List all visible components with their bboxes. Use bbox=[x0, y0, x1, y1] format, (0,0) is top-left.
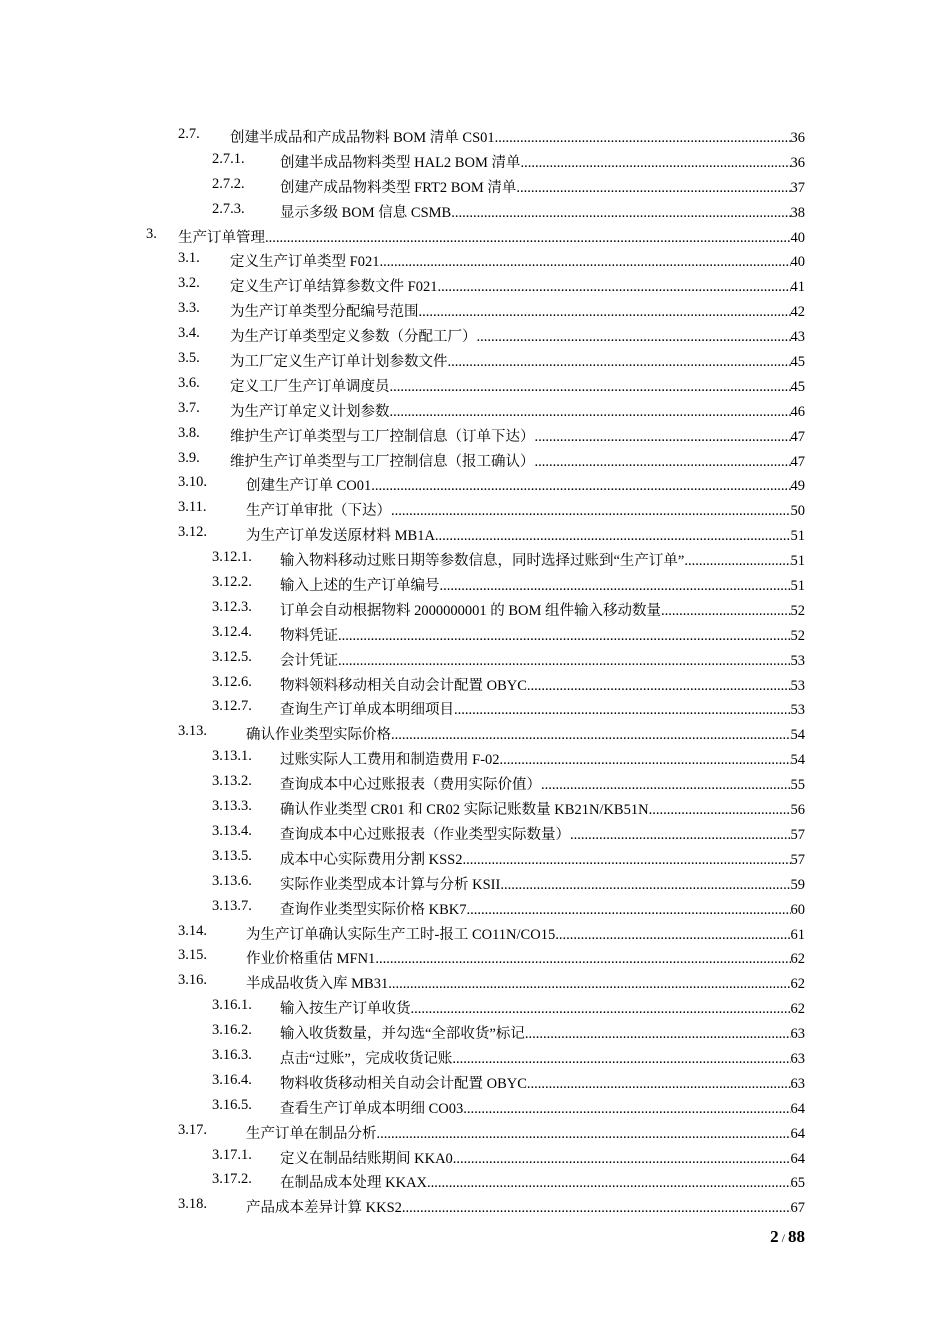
toc-entry[interactable] bbox=[0, 248, 950, 273]
toc-entry-number: 3.13.1. bbox=[212, 748, 252, 765]
toc-dot-leader bbox=[377, 1126, 791, 1143]
toc-dot-leader bbox=[477, 329, 791, 346]
toc-entry[interactable] bbox=[0, 597, 950, 622]
toc-entry[interactable] bbox=[0, 995, 950, 1020]
toc-entry[interactable] bbox=[0, 746, 950, 771]
toc-dot-leader bbox=[390, 379, 791, 396]
toc-dot-leader bbox=[391, 503, 791, 520]
toc-dot-leader bbox=[463, 1101, 790, 1118]
toc-entry-number: 3.7. bbox=[178, 399, 200, 416]
toc-entry-body bbox=[230, 275, 805, 296]
toc-entry-title: 会计凭证 bbox=[280, 652, 338, 669]
toc-entry-page: 38 bbox=[790, 204, 805, 221]
toc-entry[interactable] bbox=[0, 672, 950, 697]
toc-entry[interactable] bbox=[0, 348, 950, 373]
toc-entry-body bbox=[246, 947, 805, 968]
toc-entry-page: 47 bbox=[790, 453, 805, 470]
toc-entry-page: 52 bbox=[790, 602, 805, 619]
toc-entry-number: 3.16.5. bbox=[212, 1096, 252, 1113]
toc-dot-leader bbox=[467, 902, 791, 919]
toc-dot-leader bbox=[452, 1051, 790, 1068]
toc-entry-number: 3.2. bbox=[178, 275, 200, 292]
toc-entry[interactable] bbox=[0, 224, 950, 249]
toc-entry[interactable] bbox=[0, 124, 950, 149]
toc-entry-body bbox=[230, 375, 805, 396]
toc-dot-leader bbox=[555, 927, 790, 944]
toc-entry-page: 62 bbox=[790, 1001, 805, 1018]
toc-entry-body bbox=[230, 300, 805, 321]
toc-entry-body bbox=[280, 1097, 805, 1118]
toc-entry-number: 3.12.5. bbox=[212, 648, 252, 665]
toc-dot-leader bbox=[338, 653, 791, 670]
toc-entry-page: 53 bbox=[790, 677, 805, 694]
toc-entry-number: 3.9. bbox=[178, 449, 200, 466]
toc-dot-leader bbox=[419, 304, 791, 321]
toc-entry-title: 过账实际人工费用和制造费用 F-02 bbox=[280, 752, 500, 769]
toc-entry-title: 生产订单审批（下达） bbox=[246, 503, 391, 520]
toc-entry-page: 67 bbox=[790, 1200, 805, 1217]
toc-entry-title: 在制品成本处理 KKAX bbox=[280, 1175, 428, 1192]
toc-dot-leader bbox=[379, 254, 790, 271]
toc-entry[interactable] bbox=[0, 871, 950, 896]
toc-entry-page: 62 bbox=[790, 951, 805, 968]
toc-entry-page: 41 bbox=[790, 279, 805, 296]
toc-dot-leader bbox=[451, 205, 790, 222]
toc-entry-body bbox=[280, 1072, 805, 1093]
toc-entry-page: 54 bbox=[790, 727, 805, 744]
toc-entry-title: 输入按生产订单收货 bbox=[280, 1001, 411, 1018]
toc-dot-leader bbox=[527, 678, 791, 695]
toc-dot-leader bbox=[541, 777, 791, 794]
toc-dot-leader bbox=[684, 553, 790, 570]
toc-entry-title: 定义生产订单结算参数文件 F021 bbox=[230, 279, 438, 296]
toc-entry[interactable] bbox=[0, 945, 950, 970]
toc-entry[interactable] bbox=[0, 1169, 950, 1194]
toc-entry-title: 输入物料移动过账日期等参数信息，同时选择过账到“生产订单” bbox=[280, 553, 685, 570]
toc-entry-number: 3.16.4. bbox=[212, 1071, 252, 1088]
toc-entry-page: 47 bbox=[790, 428, 805, 445]
toc-entry-page: 45 bbox=[790, 378, 805, 395]
toc-dot-leader bbox=[535, 429, 791, 446]
toc-entry-page: 46 bbox=[790, 403, 805, 420]
toc-entry[interactable] bbox=[0, 273, 950, 298]
toc-entry-body bbox=[280, 823, 805, 844]
toc-entry-body bbox=[230, 325, 805, 346]
toc-entry-page: 36 bbox=[790, 154, 805, 171]
toc-entry-number: 3.11. bbox=[178, 499, 207, 516]
toc-dot-leader bbox=[338, 628, 791, 645]
toc-entry-page: 51 bbox=[790, 553, 805, 570]
toc-entry-title: 产品成本差异计算 KKS2 bbox=[246, 1200, 402, 1217]
toc-entry-body bbox=[280, 549, 805, 570]
toc-entry-page: 64 bbox=[790, 1100, 805, 1117]
toc-entry-title: 物料领料移动相关自动会计配置 OBYC bbox=[280, 677, 527, 694]
current-page-number: 2 bbox=[770, 1227, 779, 1246]
toc-dot-leader bbox=[649, 802, 791, 819]
toc-entry-number: 3.16.2. bbox=[212, 1022, 252, 1039]
toc-entry-title: 生产订单在制品分析 bbox=[246, 1125, 377, 1142]
toc-entry-number: 3.12.7. bbox=[212, 698, 252, 715]
toc-entry-title: 作业价格重估 MFN1 bbox=[246, 951, 376, 968]
toc-entry-page: 55 bbox=[790, 777, 805, 794]
toc-entry-number: 3.12.1. bbox=[212, 549, 252, 566]
toc-dot-leader bbox=[265, 230, 791, 247]
toc-entry-title: 查询生产订单成本明细项目 bbox=[280, 702, 454, 719]
toc-entry-page: 64 bbox=[790, 1150, 805, 1167]
toc-dot-leader bbox=[390, 404, 791, 421]
toc-entry-body bbox=[246, 923, 805, 944]
toc-entry-body bbox=[280, 698, 805, 719]
toc-entry[interactable] bbox=[0, 771, 950, 796]
toc-entry-title: 创建半成品物料类型 HAL2 BOM 清单 bbox=[280, 154, 521, 171]
toc-entry-title: 实际作业类型成本计算与分析 KSII bbox=[280, 876, 501, 893]
toc-entry[interactable] bbox=[0, 373, 950, 398]
toc-dot-leader bbox=[437, 279, 790, 296]
toc-entry-page: 64 bbox=[790, 1125, 805, 1142]
toc-entry-number: 3.17.1. bbox=[212, 1146, 252, 1163]
toc-entry[interactable] bbox=[0, 896, 950, 921]
toc-entry[interactable] bbox=[0, 1045, 950, 1070]
toc-entry-title: 为生产订单确认实际生产工时-报工 CO11N/CO15 bbox=[246, 926, 556, 943]
toc-entry-body bbox=[280, 873, 805, 894]
toc-dot-leader bbox=[495, 130, 791, 147]
toc-entry-number: 3.1. bbox=[178, 250, 200, 267]
toc-entry[interactable] bbox=[0, 696, 950, 721]
toc-dot-leader bbox=[661, 603, 790, 620]
toc-entry-title: 半成品收货入库 MB31 bbox=[246, 976, 389, 993]
toc-entry-title: 定义生产订单类型 F021 bbox=[230, 254, 380, 271]
toc-entry-body bbox=[280, 599, 805, 620]
toc-entry[interactable] bbox=[0, 298, 950, 323]
toc-entry-page: 63 bbox=[790, 1050, 805, 1067]
toc-entry-title: 为生产订单类型定义参数（分配工厂） bbox=[230, 329, 477, 346]
toc-entry-body bbox=[280, 898, 805, 919]
toc-entry[interactable] bbox=[0, 846, 950, 871]
toc-dot-leader bbox=[462, 852, 790, 869]
toc-entry-number: 3.5. bbox=[178, 350, 200, 367]
toc-entry-title: 维护生产订单类型与工厂控制信息（报工确认） bbox=[230, 453, 535, 470]
toc-entry[interactable] bbox=[0, 1145, 950, 1170]
toc-entry-number: 3. bbox=[146, 225, 157, 242]
toc-entry-body bbox=[230, 400, 805, 421]
toc-entry-page: 36 bbox=[790, 130, 805, 146]
toc-entry-body bbox=[246, 474, 805, 495]
toc-entry-title: 输入收货数量，并勾选“全部收货”标记 bbox=[280, 1026, 525, 1043]
toc-entry-title: 查询作业类型实际价格 KBK7 bbox=[280, 901, 467, 918]
toc-entry-number: 3.16.3. bbox=[212, 1046, 252, 1063]
toc-entry[interactable] bbox=[0, 796, 950, 821]
toc-entry[interactable] bbox=[0, 323, 950, 348]
toc-dot-leader bbox=[500, 752, 791, 769]
toc-entry-title: 维护生产订单类型与工厂控制信息（订单下达） bbox=[230, 428, 535, 445]
toc-entry-page: 62 bbox=[790, 976, 805, 993]
toc-entry[interactable] bbox=[0, 448, 950, 473]
toc-entry-title: 为生产订单类型分配编号范围 bbox=[230, 304, 419, 321]
toc-entry-body bbox=[280, 151, 805, 172]
toc-entry-page: 40 bbox=[790, 254, 805, 271]
toc-entry-title: 确认作业类型 CR01 和 CR02 实际记账数量 KB21N/KB51N bbox=[280, 802, 649, 819]
toc-entry-number: 3.16. bbox=[178, 972, 207, 989]
toc-entry-body bbox=[280, 848, 805, 869]
toc-entry-page: 51 bbox=[790, 578, 805, 595]
toc-entry[interactable] bbox=[0, 547, 950, 572]
toc-entry-body bbox=[246, 524, 805, 545]
toc-entry-number: 3.13.6. bbox=[212, 872, 252, 889]
toc-entry-number: 3.13.5. bbox=[212, 847, 252, 864]
toc-entry-body bbox=[280, 201, 805, 222]
toc-entry-body bbox=[280, 1047, 805, 1068]
toc-entry-title: 创建半成品和产成品物料 BOM 清单 CS01 bbox=[230, 130, 495, 146]
toc-entry-title: 为工厂定义生产订单计划参数文件 bbox=[230, 354, 448, 371]
toc-entry-title: 生产订单管理 bbox=[178, 229, 265, 246]
toc-entry[interactable] bbox=[0, 647, 950, 672]
toc-entry[interactable] bbox=[0, 174, 950, 199]
toc-entry-page: 61 bbox=[790, 926, 805, 943]
toc-entry-page: 49 bbox=[790, 478, 805, 495]
toc-entry-page: 51 bbox=[790, 528, 805, 545]
toc-entry-number: 3.13.2. bbox=[212, 773, 252, 790]
toc-entry-number: 3.10. bbox=[178, 474, 207, 491]
toc-entry-number: 2.7.2. bbox=[212, 175, 245, 192]
toc-entry-number: 3.12. bbox=[178, 524, 207, 541]
toc-entry-title: 为生产订单发送原材料 MB1A bbox=[246, 528, 435, 545]
toc-entry-number: 3.14. bbox=[178, 922, 207, 939]
toc-entry-title: 为生产订单定义计划参数 bbox=[230, 403, 390, 420]
toc-entry[interactable] bbox=[0, 1194, 950, 1219]
toc-dot-leader bbox=[375, 951, 790, 968]
table-of-contents bbox=[0, 124, 950, 1219]
toc-entry-title: 创建生产订单 CO01 bbox=[246, 478, 372, 495]
toc-dot-leader bbox=[516, 180, 790, 197]
toc-entry-number: 3.6. bbox=[178, 374, 200, 391]
toc-entry-page: 42 bbox=[790, 304, 805, 321]
toc-dot-leader bbox=[427, 1175, 790, 1192]
toc-entry-page: 50 bbox=[790, 503, 805, 520]
toc-entry-body bbox=[280, 1171, 805, 1192]
toc-entry-number: 3.4. bbox=[178, 325, 200, 342]
toc-entry[interactable] bbox=[0, 398, 950, 423]
toc-entry-page: 53 bbox=[790, 702, 805, 719]
toc-entry-page: 37 bbox=[790, 179, 805, 196]
toc-entry-title: 显示多级 BOM 信息 CSMB bbox=[280, 204, 452, 221]
toc-entry-title: 点击“过账”，完成收货记账 bbox=[280, 1050, 453, 1067]
toc-entry-number: 3.15. bbox=[178, 947, 207, 964]
toc-dot-leader bbox=[454, 702, 791, 719]
toc-entry-title: 查看生产订单成本明细 CO03 bbox=[280, 1100, 464, 1117]
toc-entry-page: 56 bbox=[790, 802, 805, 819]
toc-entry[interactable] bbox=[0, 1120, 950, 1145]
toc-entry-title: 定义工厂生产订单调度员 bbox=[230, 378, 390, 395]
toc-entry-page: 43 bbox=[790, 329, 805, 346]
toc-entry-number: 3.13.4. bbox=[212, 822, 252, 839]
toc-dot-leader bbox=[453, 1151, 791, 1168]
toc-entry-page: 63 bbox=[790, 1075, 805, 1092]
total-pages: 88 bbox=[788, 1227, 805, 1246]
toc-entry-body bbox=[280, 624, 805, 645]
toc-entry-number: 2.7.1. bbox=[212, 150, 245, 167]
toc-entry-title: 定义在制品结账期间 KKA0 bbox=[280, 1150, 453, 1167]
toc-entry[interactable] bbox=[0, 1020, 950, 1045]
toc-entry-number: 3.16.1. bbox=[212, 997, 252, 1014]
toc-dot-leader bbox=[520, 155, 790, 172]
toc-dot-leader bbox=[527, 1076, 791, 1093]
toc-entry-body bbox=[178, 226, 805, 247]
toc-dot-leader bbox=[500, 877, 790, 894]
toc-dot-leader bbox=[570, 827, 791, 844]
toc-entry-page: 65 bbox=[790, 1175, 805, 1192]
toc-entry-body bbox=[230, 350, 805, 371]
toc-entry-title: 物料收货移动相关自动会计配置 OBYC bbox=[280, 1075, 527, 1092]
toc-entry-body bbox=[230, 126, 805, 147]
toc-entry-body bbox=[246, 972, 805, 993]
toc-entry-number: 3.13. bbox=[178, 723, 207, 740]
toc-entry-body bbox=[280, 176, 805, 197]
toc-entry-body bbox=[280, 1147, 805, 1168]
toc-entry-title: 物料凭证 bbox=[280, 627, 338, 644]
toc-entry-page: 63 bbox=[790, 1026, 805, 1043]
toc-entry-number: 3.12.6. bbox=[212, 673, 252, 690]
toc-entry[interactable] bbox=[0, 821, 950, 846]
toc-entry-title: 订单会自动根据物料 2000000001 的 BOM 组件输入移动数量 bbox=[280, 602, 662, 619]
toc-dot-leader bbox=[411, 1001, 791, 1018]
toc-entry-body bbox=[280, 674, 805, 695]
toc-dot-leader bbox=[440, 578, 791, 595]
toc-entry[interactable] bbox=[0, 572, 950, 597]
toc-entry-title: 确认作业类型实际价格 bbox=[246, 727, 391, 744]
toc-dot-leader bbox=[448, 354, 791, 371]
toc-entry-number: 2.7. bbox=[178, 126, 200, 142]
toc-entry-body bbox=[246, 1122, 805, 1143]
toc-dot-leader bbox=[371, 478, 790, 495]
toc-entry-number: 3.12.4. bbox=[212, 623, 252, 640]
toc-entry-number: 3.13.7. bbox=[212, 897, 252, 914]
toc-entry-number: 3.18. bbox=[178, 1196, 207, 1213]
toc-entry[interactable] bbox=[0, 921, 950, 946]
toc-entry-title: 输入上述的生产订单编号 bbox=[280, 578, 440, 595]
toc-entry-body bbox=[280, 574, 805, 595]
toc-entry[interactable] bbox=[0, 1070, 950, 1095]
toc-entry-number: 3.12.3. bbox=[212, 598, 252, 615]
page-number bbox=[770, 1227, 805, 1247]
toc-entry-body bbox=[280, 773, 805, 794]
toc-entry-number: 3.8. bbox=[178, 424, 200, 441]
toc-entry-number: 3.13.3. bbox=[212, 798, 252, 815]
toc-entry[interactable] bbox=[0, 199, 950, 224]
toc-entry-body bbox=[246, 723, 805, 744]
toc-entry-page: 40 bbox=[790, 229, 805, 246]
toc-dot-leader bbox=[402, 1200, 791, 1217]
toc-dot-leader bbox=[388, 976, 790, 993]
toc-entry-title: 查询成本中心过账报表（作业类型实际数量） bbox=[280, 826, 570, 843]
toc-entry[interactable] bbox=[0, 423, 950, 448]
toc-entry-body bbox=[230, 425, 805, 446]
toc-entry-body bbox=[230, 450, 805, 471]
toc-entry[interactable] bbox=[0, 1095, 950, 1120]
toc-dot-leader bbox=[435, 528, 791, 545]
toc-dot-leader bbox=[391, 727, 791, 744]
toc-entry-number: 3.3. bbox=[178, 300, 200, 317]
toc-entry-title: 创建产成品物料类型 FRT2 BOM 清单 bbox=[280, 179, 517, 196]
toc-entry-page: 54 bbox=[790, 752, 805, 769]
toc-dot-leader bbox=[525, 1026, 791, 1043]
page-separator: / bbox=[781, 1231, 785, 1245]
toc-entry-number: 2.7.3. bbox=[212, 200, 245, 217]
toc-entry[interactable] bbox=[0, 149, 950, 174]
toc-entry-page: 57 bbox=[790, 826, 805, 843]
toc-entry-title: 成本中心实际费用分割 KSS2 bbox=[280, 851, 463, 868]
toc-entry-page: 52 bbox=[790, 627, 805, 644]
toc-entry-page: 53 bbox=[790, 652, 805, 669]
toc-entry-body bbox=[280, 798, 805, 819]
toc-entry-page: 59 bbox=[790, 876, 805, 893]
toc-dot-leader bbox=[535, 454, 791, 471]
toc-entry-body bbox=[280, 1022, 805, 1043]
toc-entry[interactable] bbox=[0, 522, 950, 547]
toc-entry[interactable] bbox=[0, 721, 950, 746]
toc-entry[interactable] bbox=[0, 970, 950, 995]
toc-entry[interactable] bbox=[0, 497, 950, 522]
toc-entry-body bbox=[246, 1196, 805, 1217]
toc-entry-body bbox=[280, 748, 805, 769]
toc-entry-body bbox=[246, 499, 805, 520]
toc-entry-title: 查询成本中心过账报表（费用实际价值） bbox=[280, 777, 541, 794]
toc-entry-body bbox=[230, 250, 805, 271]
toc-entry-page: 57 bbox=[790, 851, 805, 868]
toc-entry-page: 60 bbox=[790, 901, 805, 918]
toc-entry-number: 3.17.2. bbox=[212, 1171, 252, 1188]
toc-entry[interactable] bbox=[0, 622, 950, 647]
toc-entry-number: 3.12.2. bbox=[212, 574, 252, 591]
toc-entry-page: 45 bbox=[790, 354, 805, 371]
toc-entry-body bbox=[280, 997, 805, 1018]
toc-entry-number: 3.17. bbox=[178, 1121, 207, 1138]
toc-entry[interactable] bbox=[0, 472, 950, 497]
toc-entry-body bbox=[280, 649, 805, 670]
